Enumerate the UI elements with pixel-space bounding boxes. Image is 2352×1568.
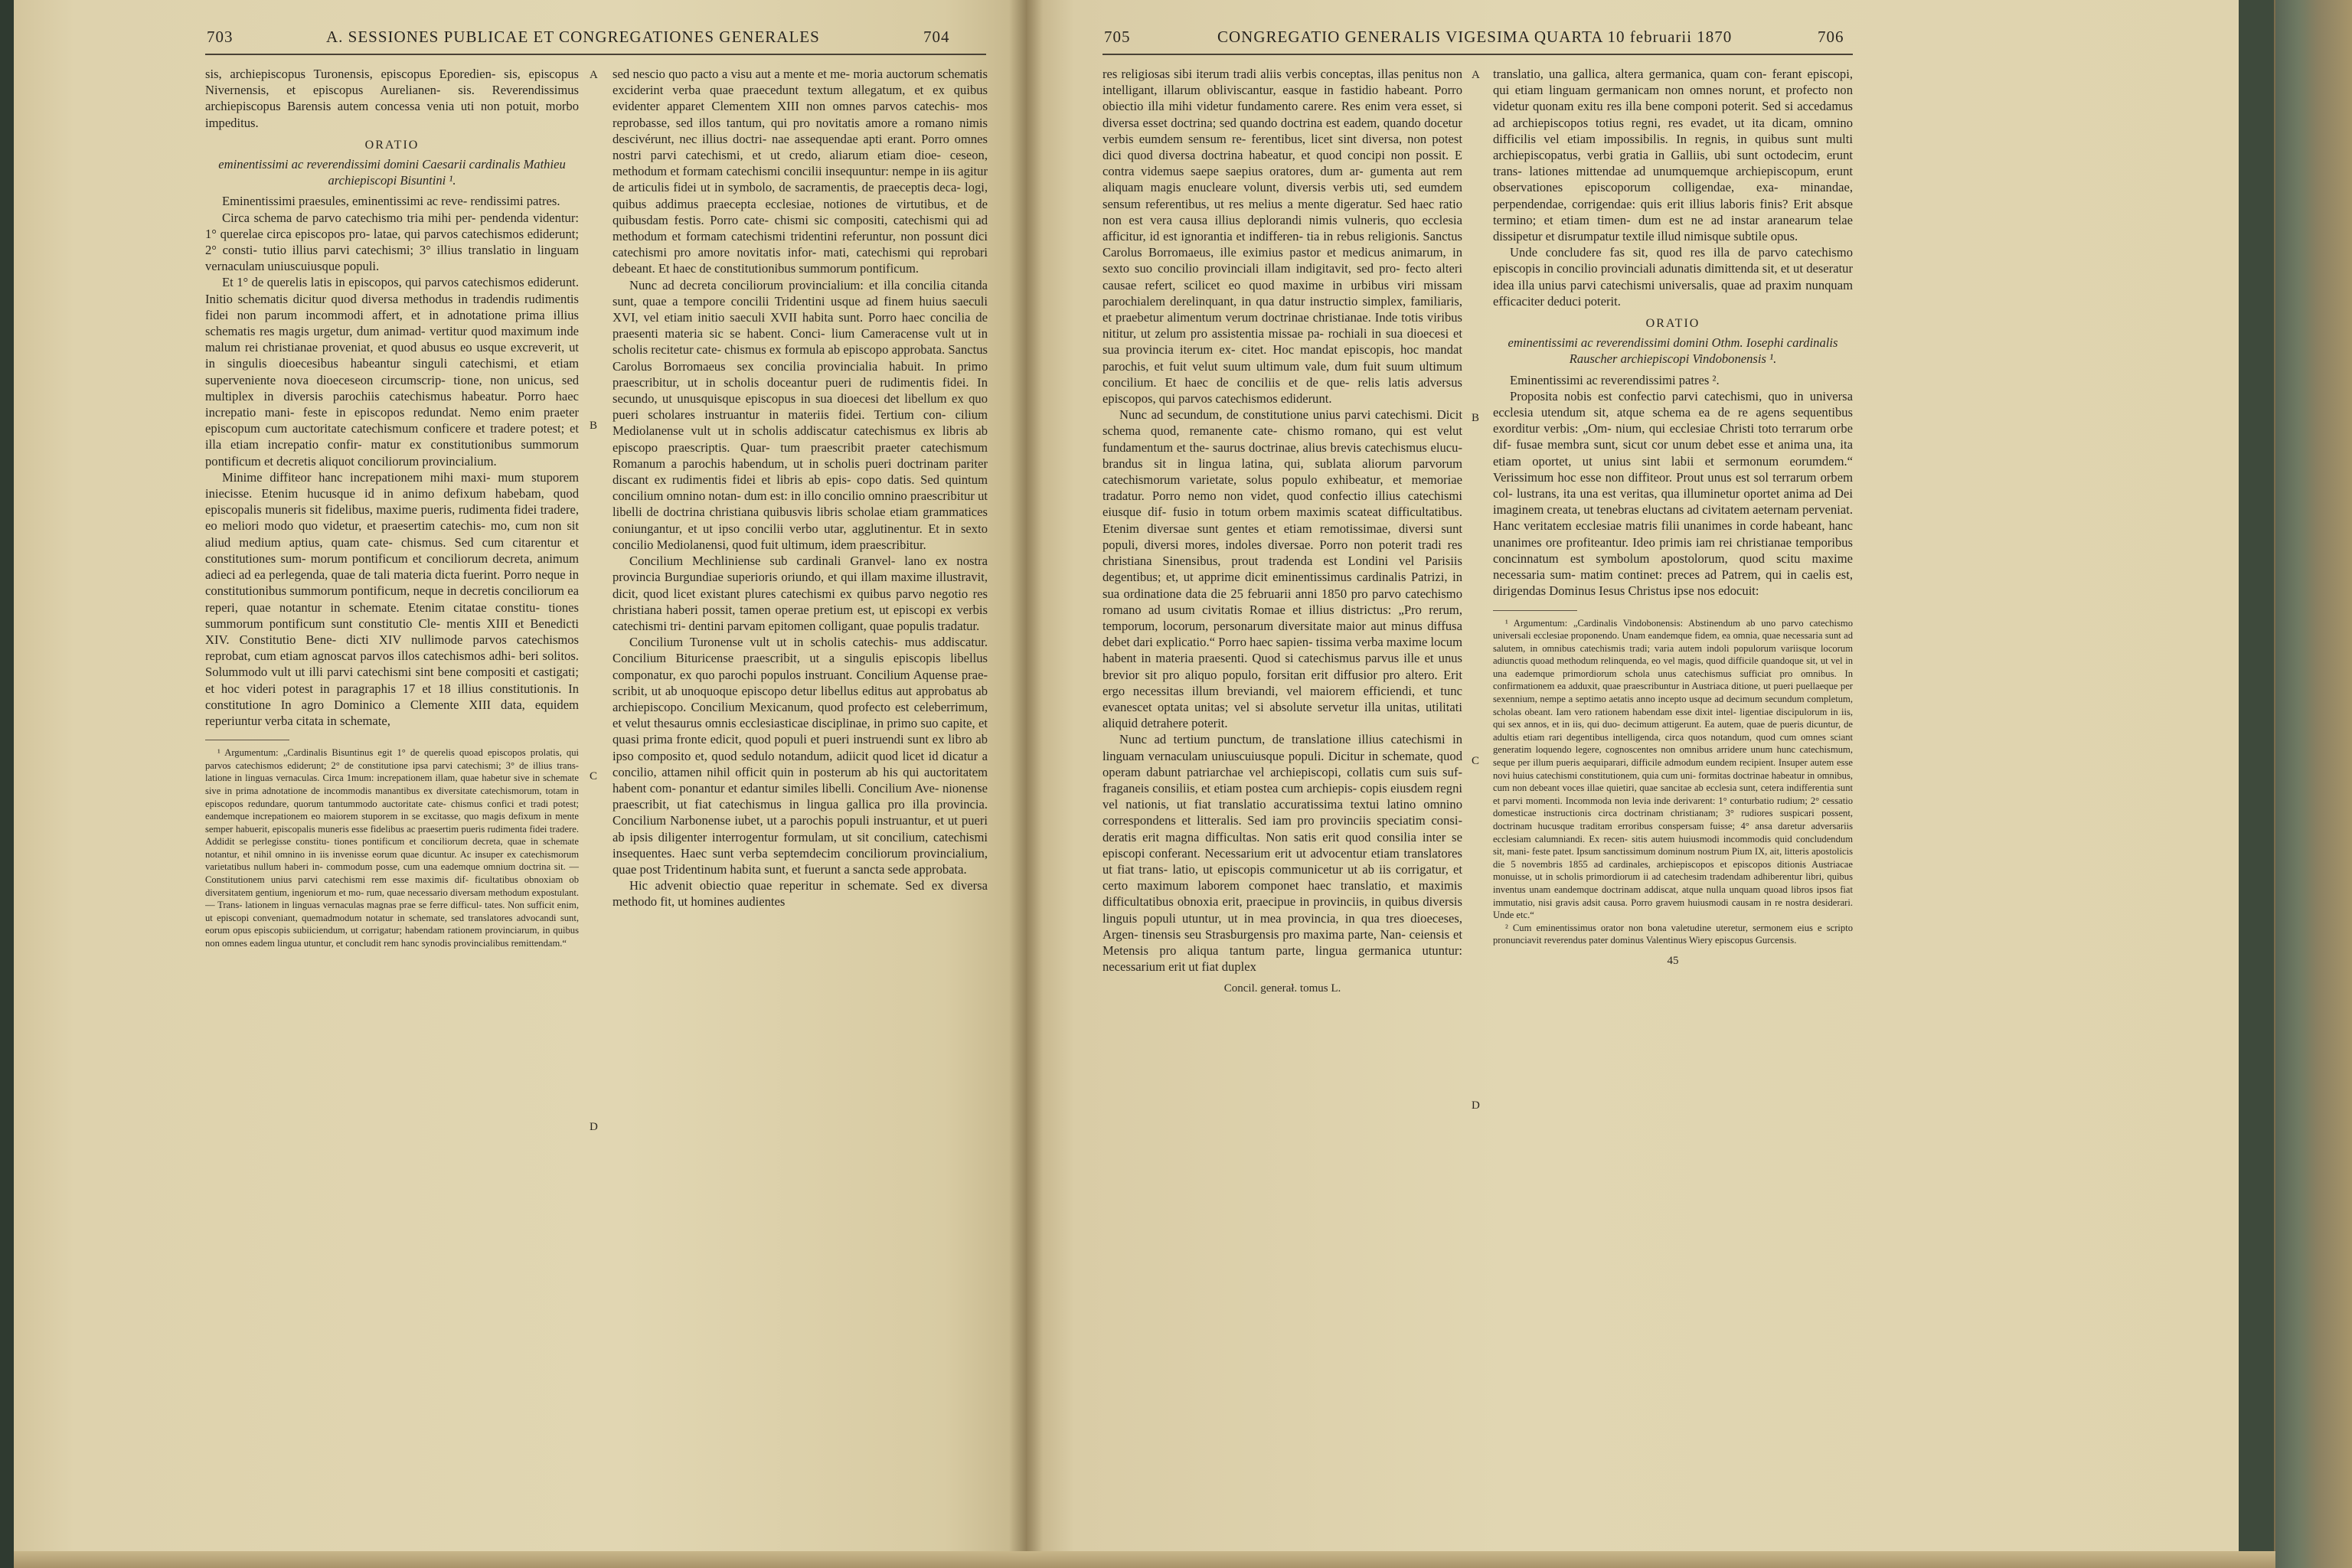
margin-letter-b: B xyxy=(1472,412,1480,424)
paragraph: Unde concludere fas sit, quod res illa de parvo catechismo episcopis in concilio provinciali adunatis dimittenda sit, et ut deseratur idea illa unius parvi catechismi universalis, quae ad praxim nunquam efficaciter deduci poterit. xyxy=(1493,245,1853,309)
oratio-subtitle: eminentissimi ac reverendissimi domini Caesarii cardinalis Mathieu archiepiscopi Bisuntini ¹. xyxy=(218,157,566,188)
running-title-left: A. SESSIONES PUBLICAE ET CONGREGATIONES GENERALES xyxy=(326,28,820,46)
paragraph: res religiosas sibi iterum tradi aliis verbis conceptas, illas penitus non intelligant, illarum obliviscantur, easque in fastidio habeant. Porro obiectio illa mihi videtur fundamento carere. Res enim vera esset, si diversa esset doctrina; sed quando doctrina est eadem, quando docetur verbis eumdem sensum re- ferentibus, licet sint diversa, non potest dici quod diversa doctrina habeatur, et quod concipi non possit. E contra videmus saepe saepius oratores, dum ar- gumenta aut rem aliquam magis enucleare volunt, diversis verbis uti, sed eumdem sensum referentibus, ut res melius a mente digeratur. Sed haec ratio non est vera causa illius deplorandi nimis vulneris, quo ecclesia afficitur, id est ignorantia et indifferen- tia in rebus religionis. Sanctus Carolus Borromaeus, ille eximius pastor et medicus animarum, in sexto suo concilio provinciali illam indigitavit, sed pro- fecto alteri causae refert, scilicet eo quod maxime in urbibus viri missam parochialem derelinquant, in qua datur instructio simplex, familiaris, et praebetur alimentum verum doctrinae christianae. Inde totis viribus nititur, ut zelum pro assistentia missae pa- rochiali in sua dioecesi et sua provincia iterum ex- citet. Hoc mandat episcopis, hoc mandat parochis, et fuit velut suum ultimum vale, dum fuit suum ultimum concilium. Et haec de conciliis et de que- relis latis adversus episcopos, qui parvos catechismos ediderunt. xyxy=(1102,67,1462,407)
running-title-right: CONGREGATIO GENERALIS VIGESIMA QUARTA 10 februarii 1870 xyxy=(1217,28,1733,46)
paragraph: Nunc ad secundum, de constitutione unius parvi catechismi. Dicit schema quod, remanente cate- chismo romano, qui est velut fundamentum et the- saurus doctrinae, alius brevis catechismus elucu- brandus sit in lingua latina, qui, sublata aliorum parvorum catechismorum varietate, solus populo exhibeatur, et memoriae tradatur. Porro nemo non videt, quod confectio illius catechismi eiusque dif- fusio in totum orbem maximis scateat difficultatibus. Etenim diversae sunt gentes et etiam remotissimae, diversi sunt populi, diversi mores, indoles diversae. Porro non poterit tradi res christiana Sinensibus, prout tradenda est Londini vel Parisiis degentibus; et, ut apprime dicit eminentissimus cardinalis Patrizi, in sua ordinatione data die 25 februarii anni 1850 pro parvo catechismo romano ad usum civitatis Romae et illius districtus: „Pro rerum, temporum, locorum, personarum diversitate maior aut minus diffusa debet dari explicatio.“ Porro haec sapien- tissima verba maxime locum habent in materia praesenti. Quod si catechismus parvus ille et unus brevior sit pro aliquo populo, forsitan erit diffusior pro altero. Erit ergo necessitas illum breviandi, vel maiorem efficiendi, et tunc evanescet optata unitas; vel si absolute servetur illa unitas, utilitati aliquid detrahere poterit. xyxy=(1102,407,1462,731)
paragraph: Nunc ad decreta conciliorum provincialium: et illa concilia citanda sunt, quae a tempore concilii Tridentini usque ad finem huius saeculi XVI, vel etiam initio saeculi XVII habita sunt. Porro haec concilia de praesenti materia sic se habent. Conci- lium Cameracense vult ut in scholis recitetur cate- chismus ex formula ab episcopo approbata. Sanctus Carolus Borromaeus sex concilia provincialia habuit. In primo praescribitur, ut in scholis doceantur pueri de rudimentis fidei. In secundo, ut unusquisque episcopus in sua dioecesi det libellum ex quo pueri scholares instruantur in materiis fidei. Tertium con- cilium Mediolanense vult ut in scholis addiscatur catechismus ex libris ab episcopo praescriptis. Quar- tum praescribit praeter catechismum Romanum a parochis habendum, ut in scholis pueri doctrinam pariter discant ex rudimentis fidei et libris ab epis- copo datis. Sed quintum concilium omnino notan- dum est: in illo concilio omnino praescribitur ut libelli de doctrina christiana quibusvis libris scholae etiam grammatices coniungantur, et ut ipso concilii verbo utar, agglutinentur. Et in sexto concilio Mediolanensi, quod fuit ultimum, idem praescribitur. xyxy=(612,277,988,552)
page-number-706: 706 xyxy=(1818,28,1844,46)
footnote: ¹ Argumentum: „Cardinalis Vindobonensis: Abstinendum ab uno parvo catechismo universali ecclesiae proponendo. Unam eandemque fidem, ea omnia, quae necessaria sunt ad salutem, in omnibus catechismis tradi; varia autem indoli populorum variisque locorum adiunctis quoad methodum relinquenda, eo vel magis, quod difficile quandoque sit, ut vel in una eademque primordiorum schola unus catechismus sufficiat pro omnibus. In confirmationem ea adduxit, quae praescribuntur in Austriaca ditione, ut pueri puellaeque per sexennium, nempe a septimo aetatis anno incepto usque ad decimum secundum completum, scholas obeant. Iam vero rationem habendam esse dixit intel- ligentiae discipulorum in iis, qui sex annos, et in iis, qui duo- decimum attigerunt. Ea autem, quae de pueris dicuntur, de adultis etiam rari degentibus intelligenda, circa quos notandum, quod cum omnes sciant generatim loquendo legere, cognoscentes non omnibus arridere unum hunc catechismum, seque per illum pueris aequiparari, difficile admodum eundem recipient. Insuper autem esse novi huius catechismi constitutionem, quia cum uni- formitas doctrinae habeatur in omnibus, cum non debeant voces illae quietiri, quae sancitae ab ecclesia sunt, cetera indifferentia sunt et parvi momenti. Incommoda non levia inde derivarent: 1° conturbatio rudium; 2° cessatio domesticae instructionis circa doctrinam christianam; 3° rudiores suspicari possent, doctrinam hucusque traditam erroribus conspersam fuisse; 4° ansa daretur adversariis ecclesiam calumniandi. Ex recen- sitis autem huiusmodi incommodis quid concludendum sit, mani- feste patet. Ipsum sanctissimum dominum nostrum Pium IX, ait, litteris apostolicis die 5 novembris 1855 ad cardinales, archiepiscopos et episcopos ditionis Austriacae monuisse, ut in scholis primordiorum ii ad catechesim tradendam adhiberentur libri, quibus inventus unam eandemque doctrinam addiscat, atque nulla unquam quoad libros ipsos fiat immutatio, nisi gravis adsit causa. Porro gravem huiusmodi causam in re nostra desiderari. Unde etc.“ xyxy=(1493,617,1853,921)
paragraph: Minime diffiteor hanc increpationem mihi maxi- mum stuporem iniecisse. Etenim hucusque id in animo defixum habebam, quod episcopalis muneris sit fidelibus, maxime pueris, rudimenta fidei tradere, eo meliori modo quo videtur, et praesertim catechis- mo, cum non sit aliud medium aptius, quam cate- chismus. Sed cum citarentur et constitutiones sum- morum pontificum et conciliorum decreta, animum adieci ad ea perlegenda, quae de tali materia dicta fuerint. Porro neque in constitutionibus summorum pontificum, neque in decretis conciliorum ea reperi, quae notantur in schemate. Etenim citatae constitu- tiones summorum pontificum sunt constitutio Cle- mentis XIII et Benedicti XIV. Constitutio Bene- dicti XIV nullimode parvos catechismos reprobat, cum etiam agnoscat parvos illos catechismos adhi- beri solitos. Solummodo vult ut illi parvi catechismi sint bene compositi et castigati; et hoc videri potest in paragraphis 17 et 18 illius constitutionis. In constitutione In agro Dominico a Clemente XIII data, equidem reperiuntur verba citata in schemate, xyxy=(205,469,579,728)
oratio-heading: ORATIO xyxy=(1645,317,1700,331)
paragraph: Nunc ad tertium punctum, de translatione illius catechismi in linguam vernaculam uniuscuiusque populi. Dicitur in schemate, quod operam dabunt patriarchae vel archiepiscopi, collatis cum suis suf- fraganeis consiliis, et etiam postea cum archiepis- copis eiusdem regni vel nationis, ut fiat translatio accuratissima textui latino omnino correspondens et litteralis. Sed iam pro provinciis speciatim consi- deratis erit magna difficultas. Non satis erit quod consilia inter se episcopi conferant. Necessarium erit ut advocentur etiam translatores ut fiat trans- latio, ut episcopis communicetur ut ab iis corrigatur, et certo maximum laborem componet haec translatio, et maximis difficultatibus obnoxia erit, praecipue in provinciis, in quibus diversis linguis populi utuntur, ut in mea provincia, in qua tres dioeceses, Argen- tinensis seu Strasburgensis pro maxima parte, Nan- ceiensis et Metensis pro aliqua tantum parte, lingua germanica utuntur: necessarium erit ut fiat duplex xyxy=(1102,732,1462,975)
left-column-1 xyxy=(205,66,579,1490)
oratio-heading: ORATIO xyxy=(364,138,420,152)
paragraph: Proposita nobis est confectio parvi catechismi, quo in universa ecclesia utendum sit, atque schema ea de re agens sequentibus exorditur verbis: „Om- nium, qui ecclesiae Christi toto terrarum orbe dif- fusae membra sunt, sicut cor unum debet esse et anima una, ita etiam oportet, ut unius sint labii et sermonum eorumdem.“ Verissimum hoc esse non diffiteor. Prout unus est sol terrarum orbem col- lustrans, ita una est veritas, qua illuminetur oportet anima ad Dei imaginem creata, ut tenebras eluctans ad civitatem aeternam perveniat. Hanc veritatem ecclesiae matris filii unanimes in corde habeant, hanc unanimes ore profiteantur. Ideo primis iam rei christianae temporibus concinnatum est symbolum apostolorum, quod scitu maxime necessaria sum- matim continet: preces ad Patrem, qui in caelis est, dirigendas Dominus Iesus Christus ipse nos edocuit: xyxy=(1493,388,1853,599)
paragraph: Eminentissimi praesules, eminentissimi ac reve- rendissimi patres. xyxy=(222,194,560,209)
paragraph: sis, archiepiscopus Turonensis, episcopus Eporedien- sis, episcopus Nivernensis, et episcopus Aurelianen- sis. Reverendissimus archiepiscopus Barensis autem concessa venia uti non potuit, morbo impeditus. xyxy=(205,67,579,130)
paragraph: Et 1° de querelis latis in episcopos, qui parvos catechismos ediderunt. Initio schematis dicitur quod diversa methodus in tradendis rudimentis fidei non parum incommodi affert, et in adnotatione prima illius schematis res magis urgetur, dum animad- vertitur quod maximum inde malum rei christianae proveniat, et quod abusus eo usque excreverit, ut in singulis dioecesibus habeantur singuli catechismi, et etiam superveniente nova dioeceseon circumscrip- tione, non unicus, sed multiplex in diversis parochiis catechismus habeatur. Porro haec increpatio mani- feste in episcopos redundat. Nemo enim praeter episcopum cum auctoritate catechismum conficere et tradere potest; et illa etiam increpatio confir- matur ex constitutionibus summorum pontificum et decretis aliquot conciliorum provincialium. xyxy=(205,275,579,469)
page-number-705: 705 xyxy=(1104,28,1131,46)
footnote-rule xyxy=(1493,610,1577,611)
margin-letter-c: C xyxy=(590,770,598,782)
page-number-703: 703 xyxy=(207,28,234,46)
book-gutter xyxy=(1009,0,1043,1551)
margin-letter-a: A xyxy=(590,69,598,81)
paragraph: Concilium Turonense vult ut in scholis catechis- mus addiscatur. Concilium Bituricense praescribit, ut a singulis episcopis libellus componatur, ex quo parochi populos instruant. Concilium Aquense prae- scribit, ut ab unoquoque episcopo detur libellus editus aut approbatus ab archiepiscopo. Concilium Mexicanum, quod profecto est celeberrimum, et velut thesaurus omnis ecclesiasticae disciplinae, in primo suo capite, et quasi prima fronte edicit, quod populi et pueri instruendi sunt ex libro ab ipso composito et, quod sedulo notandum, adiicit quod licet id dicatur a concilio, attamen nihil officit quin in posterum ab his qui auctoritatem habent com- ponantur et edantur similes libelli. Concilium Ave- nionense praescribit, ut fiat catechismus in lingua gallica pro illa provincia. Concilium Narbonense iubet, ut a parochis populi instruantur, et ut pueri ab ipsis diligenter interrogentur formulam, ut sit concilium, catechismi insequentes. Haec sunt verba septemdecim conciliorum provincialium, quae post Tridentinum habita sunt, et fuerunt a sancta sede approbata. xyxy=(612,635,988,877)
left-page xyxy=(14,0,1026,1551)
paragraph: Circa schema de parvo catechismo tria mihi per- pendenda videntur: 1° querelae circa episcopos pro- latae, qui parvos catechismos ediderunt; 2° consti- tutio illius parvi catechismi; 3° illius translatio in linguam vernaculam uniuscuiusque populi. xyxy=(205,210,579,274)
footnote: ¹ Argumentum: „Cardinalis Bisuntinus egit 1° de querelis quoad episcopos prolatis, qui parvos catechismos ediderunt; 2° de constitutione ipsa parvi catechismi; 3° de illius trans- latione in linguas vernaculas. Circa 1mum: increpationem illam, quae habetur sive in schemate sive in prima adnotatione de incommodis manantibus ex diversitate catechismorum, totam in episcopos redundare, quorum tantummodo auctoritate cate- chismus confici et tradi potest; eandemque increpationem eo maiorem stuporem in se excitasse, quo magis defixum in mente semper habuerit, episcopalis muneris esse fidelibus ac praesertim pueris rudimenta fidei tradere. Addidit se perlegisse constitu- tiones pontificum et conciliorum decreta, quae in schemate notantur, et nihil omnino in iis invenisse eorum quae dicuntur. Ac insuper ex catechismorum varietatibus nullum haberi in- commodum posse, cum una eademque omnium doctrina sit. — Constitutionem unius parvi catechismi rem esse maximis dif- ficultatibus obnoxiam ob diversitatem gentium, ingeniorum et mo- rum, quae necessario diversam methodum expostulant. — Trans- lationem in linguas vernaculas magnas prae se ferre difficul- tates. Non sufficit enim, ut episcopi conveniant, quemadmodum notatur in schemate, sed translatores advocandi sunt, eorum opus episcopis subiiciendum, ut corrigatur; habendam rationem provinciarum, in quibus non omnes eadem lingua utuntur, et concludit rem hanc synodis provincialibus remittendam.“ xyxy=(205,747,579,949)
right-column-1 xyxy=(1102,66,1462,1513)
paragraph: translatio, una gallica, altera germanica, quam con- ferant episcopi, qui etiam linguam germanicam non omnes norunt, et profecto non videtur quonam exitu res illa bene componi poterit. Sed si accedamus ad archiepiscopos totius regni, res evadet, ut ita dicam, omnino difficilis vel etiam impossibilis. In regnis, in quibus sunt multi archiepiscopatus, verbi gratia in Galliis, ubi sunt octodecim, erunt trans- lationes mittendae ad unumquemque archiepiscopum, erunt observationes episcoporum colligendae, exa- minandae, perpendendae, corrigendae: quis erit illius laboris finis? Erit absque termino; et etiam timen- dum est ne ad instar aranearum telae dissipetur et disrumpatur textile illud nimisque subtile opus. xyxy=(1493,67,1853,244)
scan-background-left xyxy=(0,0,14,1568)
sheet-number: 45 xyxy=(1667,954,1679,967)
page-number-704: 704 xyxy=(923,28,950,46)
footnote: ² Cum eminentissimus orator non bona valetudine uteretur, sermonem eius e scripto pronunciavit reverendus pater dominus Valentinus Wiery episcopus Gurcensis. xyxy=(1493,922,1853,946)
paragraph: Eminentissimi ac reverendissimi patres ². xyxy=(1510,372,1720,387)
left-column-2 xyxy=(612,66,988,1490)
header-rule-right xyxy=(1102,54,1853,55)
header-rule-left xyxy=(205,54,986,55)
margin-letter-c: C xyxy=(1472,755,1480,767)
margin-letter-d: D xyxy=(1472,1099,1480,1112)
signature-line: Concil. generał. tomus L. xyxy=(1223,982,1341,995)
margin-letter-b: B xyxy=(590,420,598,432)
right-page xyxy=(1026,0,2239,1551)
paragraph: Hic advenit obiectio quae reperitur in schemate. Sed ex diversa methodo fit, ut homines audientes xyxy=(612,878,988,910)
book-bottom-edge xyxy=(14,1551,2275,1568)
scan-background-right xyxy=(2275,0,2352,1568)
oratio-subtitle: eminentissimi ac reverendissimi domini Othm. Iosephi cardinalis Rauscher archiepiscopi Vindobonensis ¹. xyxy=(1508,335,1838,367)
margin-letter-a: A xyxy=(1472,69,1480,81)
right-column-2 xyxy=(1493,66,1853,1513)
margin-letter-d: D xyxy=(590,1121,598,1133)
paragraph: Concilium Mechliniense sub cardinali Granvel- lano ex nostra provincia Burgundiae superioris oriundo, et qui illam maxime illustravit, dicit, quod licet existant plures catechismi ex quibus parvo negotio res christiana haberi possit, tamen operae pretium est, ut episcopi ex verbis catechismi tri- dentini parvam epitomen colligant, quae populis tradatur. xyxy=(612,554,988,633)
paragraph: sed nescio quo pacto a visu aut a mente et me- moria auctorum schematis exciderint verba quae praecedunt textum allegatum, et ex quibus evidenter apparet Clementem XIII non omnes parvos catechis- mos reprobasse, sed illos tantum, qui pro novitatis amore a romano nimis descivérunt, nec illius doctri- nae assequendae apti erant. Porro omnes nostri parvi catechismi, et ut credo, aliarum etiam dioe- ceseon, methodum et formam catechismi concilii insequuntur: nempe in iis agitur de articulis fidei ut in symbolo, de sacramentis, de praeceptis deca- logi, quibus addimus praecepta ecclesiae, notiones de virtutibus, et de quibusdam festis. Porro cate- chismi sic compositi, catechismi qui ad methodum et formam catechismi tridentini referuntur, non possunt dici catechismi pro amore novitatis infor- mati, catechismi qui reprobari debeant. Et haec de constitutionibus summorum pontificum. xyxy=(612,67,988,276)
